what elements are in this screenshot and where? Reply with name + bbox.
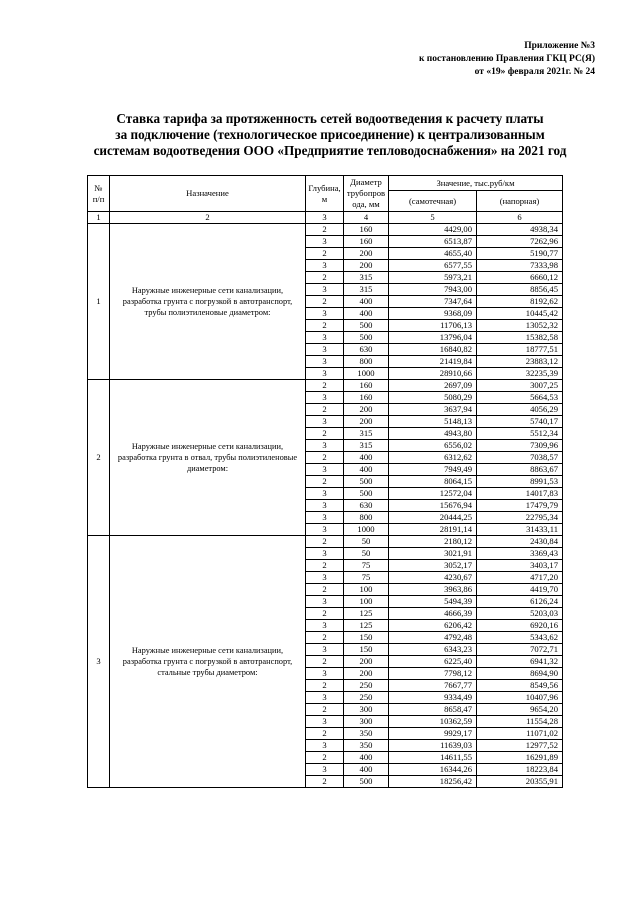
header-depth: Глубина, м [306,176,344,212]
diameter-cell: 200 [344,404,389,416]
gravity-value-cell: 4792,48 [389,632,477,644]
appendix-date: от «19» февраля 2021г. № 24 [474,67,595,77]
depth-cell: 3 [306,368,344,380]
table-header [88,176,563,224]
depth-cell: 2 [306,656,344,668]
group-number: 3 [88,536,110,788]
diameter-cell: 630 [344,344,389,356]
depth-cell: 2 [306,632,344,644]
pressure-value-cell: 6660,12 [477,272,563,284]
depth-cell: 2 [306,776,344,788]
gravity-value-cell: 8064,15 [389,476,477,488]
pressure-value-cell: 4056,29 [477,404,563,416]
diameter-cell: 125 [344,620,389,632]
depth-cell: 3 [306,236,344,248]
gravity-value-cell: 4429,00 [389,224,477,236]
header-value: Значение, тыс.руб/км [389,176,563,191]
table-row [88,536,563,548]
pressure-value-cell: 14017,83 [477,488,563,500]
pressure-value-cell: 8549,56 [477,680,563,692]
diameter-cell: 100 [344,584,389,596]
document-title [70,111,590,159]
gravity-value-cell: 11639,03 [389,740,477,752]
diameter-cell: 800 [344,512,389,524]
pressure-value-cell: 6920,16 [477,620,563,632]
diameter-cell: 50 [344,548,389,560]
depth-cell: 2 [306,428,344,440]
pressure-value-cell: 7333,98 [477,260,563,272]
pressure-value-cell: 9654,20 [477,704,563,716]
depth-cell: 3 [306,284,344,296]
depth-cell: 2 [306,728,344,740]
diameter-cell: 350 [344,740,389,752]
diameter-cell: 1000 [344,524,389,536]
gravity-value-cell: 3963,86 [389,584,477,596]
diameter-cell: 500 [344,476,389,488]
gravity-value-cell: 4666,39 [389,608,477,620]
gravity-value-cell: 9368,09 [389,308,477,320]
pressure-value-cell: 7309,96 [477,440,563,452]
diameter-cell: 400 [344,296,389,308]
diameter-cell: 500 [344,320,389,332]
diameter-cell: 200 [344,656,389,668]
pressure-value-cell: 17479,79 [477,500,563,512]
depth-cell: 3 [306,332,344,344]
pressure-value-cell: 7038,57 [477,452,563,464]
depth-cell: 2 [306,452,344,464]
diameter-cell: 250 [344,692,389,704]
diameter-cell: 200 [344,416,389,428]
column-numbers-row [88,212,563,224]
pressure-value-cell: 4419,70 [477,584,563,596]
pressure-value-cell: 5343,62 [477,632,563,644]
depth-cell: 3 [306,260,344,272]
depth-cell: 2 [306,584,344,596]
depth-cell: 3 [306,764,344,776]
title-line-1: Ставка тарифа за протяженность сетей водоотведения к расчету платы [116,111,544,126]
depth-cell: 2 [306,536,344,548]
column-number: 2 [110,212,306,224]
gravity-value-cell: 8658,47 [389,704,477,716]
gravity-value-cell: 6577,55 [389,260,477,272]
depth-cell: 3 [306,548,344,560]
depth-cell: 3 [306,356,344,368]
gravity-value-cell: 3021,91 [389,548,477,560]
diameter-cell: 630 [344,500,389,512]
depth-cell: 3 [306,488,344,500]
gravity-value-cell: 4230,67 [389,572,477,584]
pressure-value-cell: 18223,84 [477,764,563,776]
gravity-value-cell: 13796,04 [389,332,477,344]
gravity-value-cell: 7943,00 [389,284,477,296]
column-number: 1 [88,212,110,224]
gravity-value-cell: 21419,84 [389,356,477,368]
pressure-value-cell: 32235,39 [477,368,563,380]
gravity-value-cell: 2180,12 [389,536,477,548]
pressure-value-cell: 4938,34 [477,224,563,236]
pressure-value-cell: 31433,11 [477,524,563,536]
depth-cell: 3 [306,392,344,404]
gravity-value-cell: 7667,77 [389,680,477,692]
gravity-value-cell: 14611,55 [389,752,477,764]
pressure-value-cell: 6126,24 [477,596,563,608]
diameter-cell: 1000 [344,368,389,380]
header-purpose: Назначение [110,176,306,212]
group-purpose: Наружные инженерные сети канализации, разработка грунта с погрузкой в автотранспорт, трубы полиэтиленовые диаметром: [110,224,306,380]
diameter-cell: 800 [344,356,389,368]
gravity-value-cell: 12572,04 [389,488,477,500]
depth-cell: 3 [306,500,344,512]
pressure-value-cell: 22795,34 [477,512,563,524]
header-gravity: (самотечная) [389,191,477,212]
diameter-cell: 75 [344,560,389,572]
pressure-value-cell: 15382,58 [477,332,563,344]
pressure-value-cell: 4717,20 [477,572,563,584]
diameter-cell: 150 [344,644,389,656]
depth-cell: 3 [306,692,344,704]
pressure-value-cell: 3369,43 [477,548,563,560]
title-line-3: системам водоотведения ООО «Предприятие тепловодоснабжения» на 2021 год [93,143,567,158]
title-line-2: за подключение (технологическое присоединение) к централизованным [115,127,545,142]
depth-cell: 3 [306,716,344,728]
diameter-cell: 315 [344,272,389,284]
diameter-cell: 50 [344,536,389,548]
depth-cell: 3 [306,596,344,608]
depth-cell: 3 [306,440,344,452]
diameter-cell: 160 [344,224,389,236]
gravity-value-cell: 16840,82 [389,344,477,356]
column-number: 4 [344,212,389,224]
diameter-cell: 315 [344,284,389,296]
diameter-cell: 150 [344,632,389,644]
diameter-cell: 300 [344,716,389,728]
gravity-value-cell: 10362,59 [389,716,477,728]
pressure-value-cell: 16291,89 [477,752,563,764]
table-row [88,224,563,236]
diameter-cell: 100 [344,596,389,608]
gravity-value-cell: 18256,42 [389,776,477,788]
depth-cell: 2 [306,380,344,392]
column-number: 3 [306,212,344,224]
depth-cell: 3 [306,668,344,680]
gravity-value-cell: 6312,62 [389,452,477,464]
header-diameter: Диаметр трубопров ода, мм [344,176,389,212]
gravity-value-cell: 28910,66 [389,368,477,380]
gravity-value-cell: 4655,40 [389,248,477,260]
pressure-value-cell: 5190,77 [477,248,563,260]
depth-cell: 2 [306,248,344,260]
table-row [88,380,563,392]
gravity-value-cell: 20444,25 [389,512,477,524]
group-number: 2 [88,380,110,536]
group-purpose: Наружные инженерные сети канализации, разработка грунта с погрузкой в автотранспорт, стальные трубы диаметром: [110,536,306,788]
gravity-value-cell: 5494,39 [389,596,477,608]
depth-cell: 2 [306,224,344,236]
pressure-value-cell: 10407,96 [477,692,563,704]
appendix-resolution: к постановлению Правления ГКЦ РС(Я) [418,54,595,64]
pressure-value-cell: 2430,84 [477,536,563,548]
depth-cell: 2 [306,752,344,764]
pressure-value-cell: 8991,53 [477,476,563,488]
gravity-value-cell: 9334,49 [389,692,477,704]
pressure-value-cell: 8863,67 [477,464,563,476]
pressure-value-cell: 5664,53 [477,392,563,404]
depth-cell: 3 [306,524,344,536]
diameter-cell: 350 [344,728,389,740]
depth-cell: 2 [306,680,344,692]
depth-cell: 2 [306,320,344,332]
pressure-value-cell: 13052,32 [477,320,563,332]
gravity-value-cell: 7949,49 [389,464,477,476]
pressure-value-cell: 18777,51 [477,344,563,356]
depth-cell: 2 [306,404,344,416]
depth-cell: 3 [306,572,344,584]
gravity-value-cell: 3637,94 [389,404,477,416]
appendix-number: Приложение №3 [524,41,595,51]
diameter-cell: 200 [344,668,389,680]
header-num: № п/п [88,176,110,212]
gravity-value-cell: 5973,21 [389,272,477,284]
header-pressure: (напорная) [477,191,563,212]
gravity-value-cell: 6225,40 [389,656,477,668]
depth-cell: 2 [306,476,344,488]
diameter-cell: 160 [344,380,389,392]
gravity-value-cell: 6513,87 [389,236,477,248]
gravity-value-cell: 6343,23 [389,644,477,656]
depth-cell: 3 [306,464,344,476]
diameter-cell: 125 [344,608,389,620]
pressure-value-cell: 8856,45 [477,284,563,296]
pressure-value-cell: 5512,34 [477,428,563,440]
depth-cell: 2 [306,608,344,620]
pressure-value-cell: 3403,17 [477,560,563,572]
appendix-header [419,40,595,79]
depth-cell: 2 [306,560,344,572]
gravity-value-cell: 7798,12 [389,668,477,680]
group-purpose: Наружные инженерные сети канализации, разработка грунта в отвал, трубы полиэтиленовые диаметром: [110,380,306,536]
depth-cell: 3 [306,308,344,320]
gravity-value-cell: 9929,17 [389,728,477,740]
gravity-value-cell: 16344,26 [389,764,477,776]
pressure-value-cell: 6941,32 [477,656,563,668]
pressure-value-cell: 3007,25 [477,380,563,392]
depth-cell: 2 [306,704,344,716]
diameter-cell: 300 [344,704,389,716]
tariff-table [87,175,563,788]
diameter-cell: 400 [344,464,389,476]
diameter-cell: 500 [344,776,389,788]
gravity-value-cell: 4943,80 [389,428,477,440]
diameter-cell: 400 [344,752,389,764]
gravity-value-cell: 6206,42 [389,620,477,632]
depth-cell: 3 [306,344,344,356]
group-number: 1 [88,224,110,380]
depth-cell: 3 [306,644,344,656]
diameter-cell: 400 [344,308,389,320]
diameter-cell: 315 [344,440,389,452]
depth-cell: 3 [306,416,344,428]
depth-cell: 2 [306,272,344,284]
pressure-value-cell: 8694,90 [477,668,563,680]
gravity-value-cell: 28191,14 [389,524,477,536]
diameter-cell: 500 [344,332,389,344]
diameter-cell: 250 [344,680,389,692]
diameter-cell: 160 [344,236,389,248]
gravity-value-cell: 6556,02 [389,440,477,452]
gravity-value-cell: 15676,94 [389,500,477,512]
diameter-cell: 75 [344,572,389,584]
pressure-value-cell: 5740,17 [477,416,563,428]
diameter-cell: 200 [344,248,389,260]
table-body [88,224,563,788]
diameter-cell: 400 [344,452,389,464]
diameter-cell: 160 [344,392,389,404]
diameter-cell: 200 [344,260,389,272]
column-number: 6 [477,212,563,224]
pressure-value-cell: 11554,28 [477,716,563,728]
pressure-value-cell: 7262,96 [477,236,563,248]
pressure-value-cell: 11071,02 [477,728,563,740]
gravity-value-cell: 3052,17 [389,560,477,572]
depth-cell: 3 [306,740,344,752]
diameter-cell: 315 [344,428,389,440]
pressure-value-cell: 8192,62 [477,296,563,308]
pressure-value-cell: 23883,12 [477,356,563,368]
gravity-value-cell: 5148,13 [389,416,477,428]
gravity-value-cell: 2697,09 [389,380,477,392]
gravity-value-cell: 7347,64 [389,296,477,308]
pressure-value-cell: 10445,42 [477,308,563,320]
diameter-cell: 400 [344,764,389,776]
depth-cell: 3 [306,512,344,524]
column-number: 5 [389,212,477,224]
pressure-value-cell: 20355,91 [477,776,563,788]
pressure-value-cell: 12977,52 [477,740,563,752]
pressure-value-cell: 7072,71 [477,644,563,656]
diameter-cell: 500 [344,488,389,500]
pressure-value-cell: 5203,03 [477,608,563,620]
gravity-value-cell: 11706,13 [389,320,477,332]
gravity-value-cell: 5080,29 [389,392,477,404]
depth-cell: 3 [306,620,344,632]
depth-cell: 2 [306,296,344,308]
